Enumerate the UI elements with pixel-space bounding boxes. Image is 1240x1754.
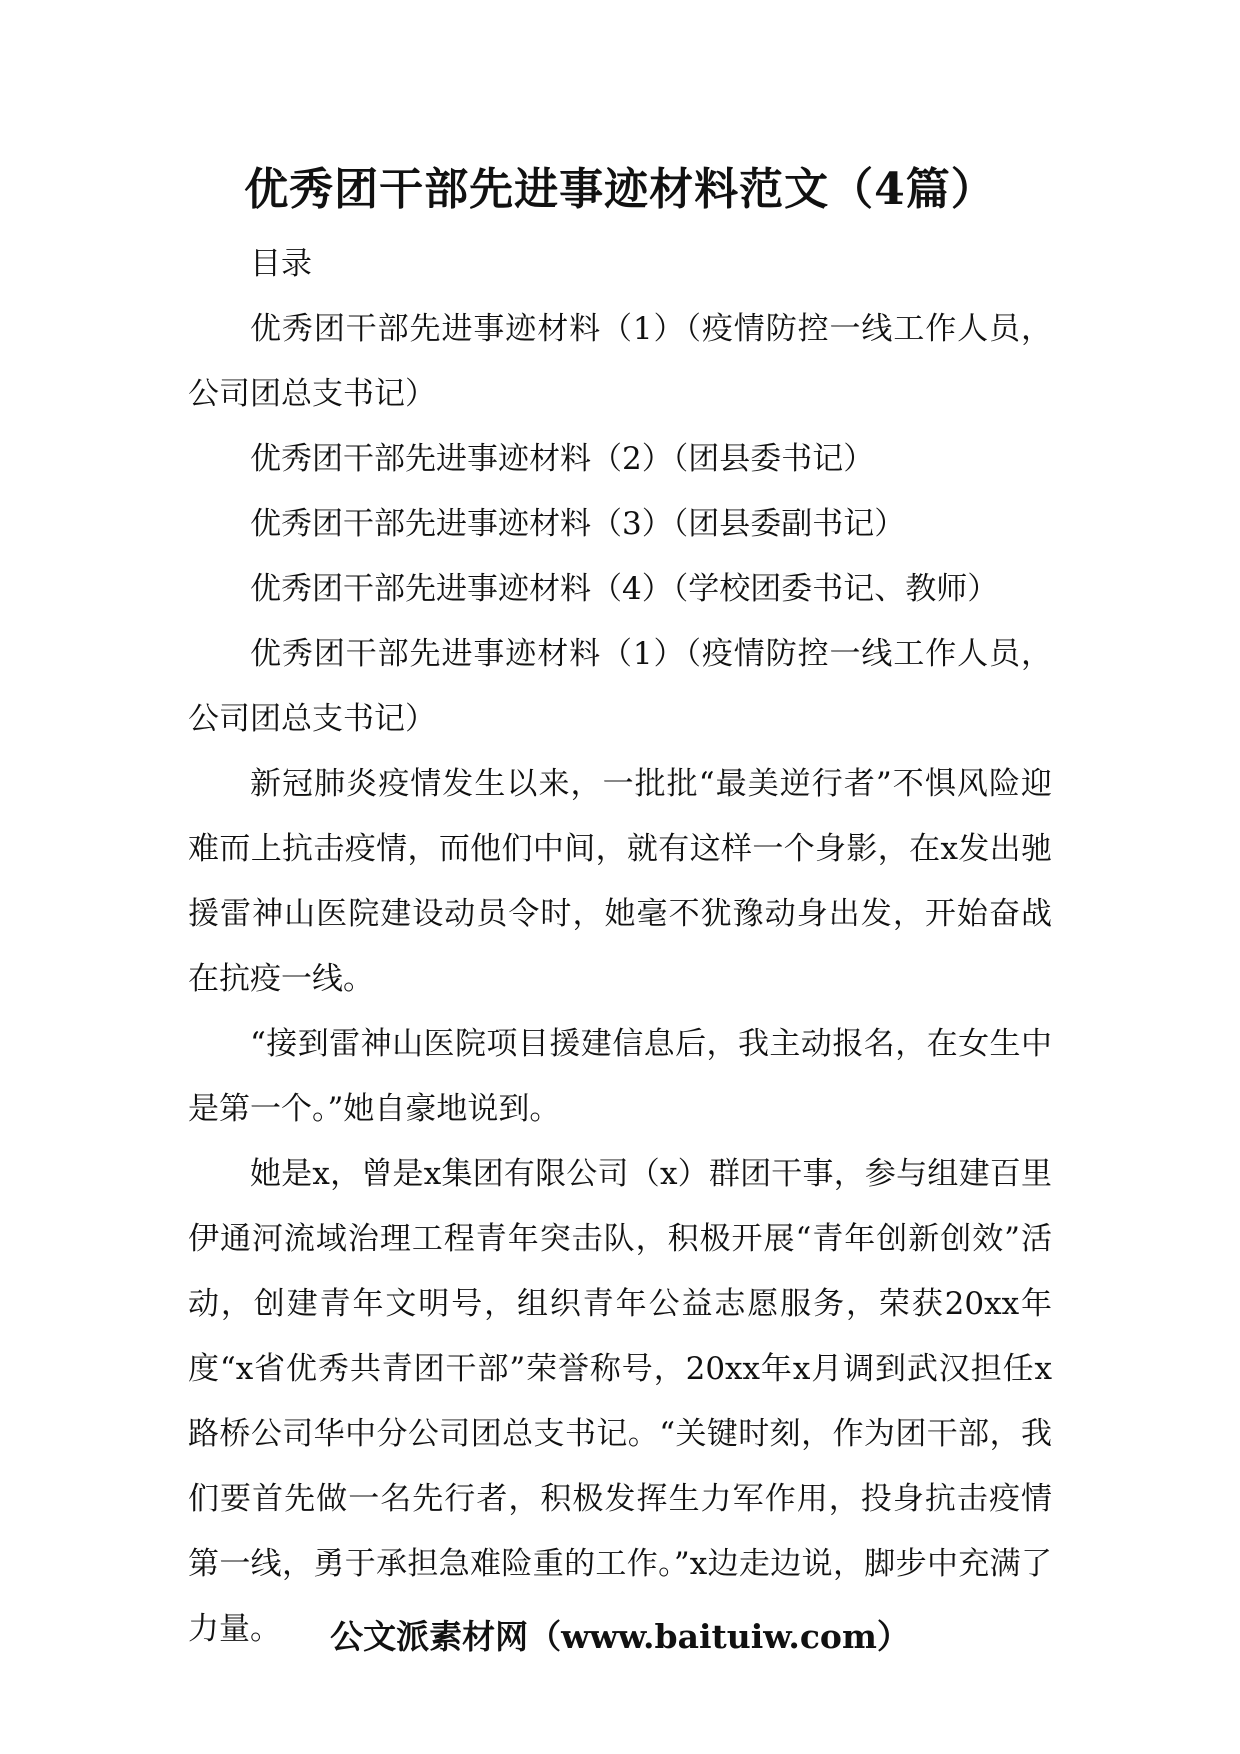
toc-heading: 目录 (250, 246, 312, 282)
document-body (188, 232, 1052, 1662)
toc-item-4: 优秀团干部先进事迹材料（4）（学校团委书记、教师） (250, 571, 999, 607)
toc-item-1: 优秀团干部先进事迹材料（1）（疫情防控一线工作人员，公司团总支书记） (188, 311, 1052, 412)
section-heading: 优秀团干部先进事迹材料（1）（疫情防控一线工作人员，公司团总支书记） (188, 636, 1052, 737)
toc-item-3: 优秀团干部先进事迹材料（3）（团县委副书记） (250, 506, 906, 542)
body-paragraph: “接到雷神山医院项目援建信息后，我主动报名，在女生中是第一个。”她自豪地说到。 (188, 1026, 1052, 1127)
body-paragraph: 新冠肺炎疫情发生以来，一批批“最美逆行者”不惧风险迎难而上抗击疫情，而他们中间，就有这样一个身影，在x发出驰援雷神山医院建设动员令时，她毫不犹豫动身出发，开始奋战在抗疫一线。 (188, 766, 1052, 997)
toc-item-2: 优秀团干部先进事迹材料（2）（团县委书记） (250, 441, 875, 477)
document-title: 优秀团干部先进事迹材料范文（4篇） (244, 164, 996, 215)
body-paragraph: 她是x，曾是x集团有限公司（x）群团干事，参与组建百里伊通河流域治理工程青年突击队，积极开展“青年创新创效”活动，创建青年文明号，组织青年公益志愿服务，荣获20xx年度“x省优秀共青团干部”荣誉称号，20xx年x月调到武汉担任x路桥公司华中分公司团总支书记。“关键时刻，作为团干部，我们要首先做一名先行者，积极发挥生力军作用，投身抗击疫情第一线，勇于承担急难险重的工作。”x边走边说，脚步中充满了力量。 (188, 1156, 1052, 1647)
footer-source: 公文派素材网（www.baituiw.com） (330, 1617, 910, 1656)
